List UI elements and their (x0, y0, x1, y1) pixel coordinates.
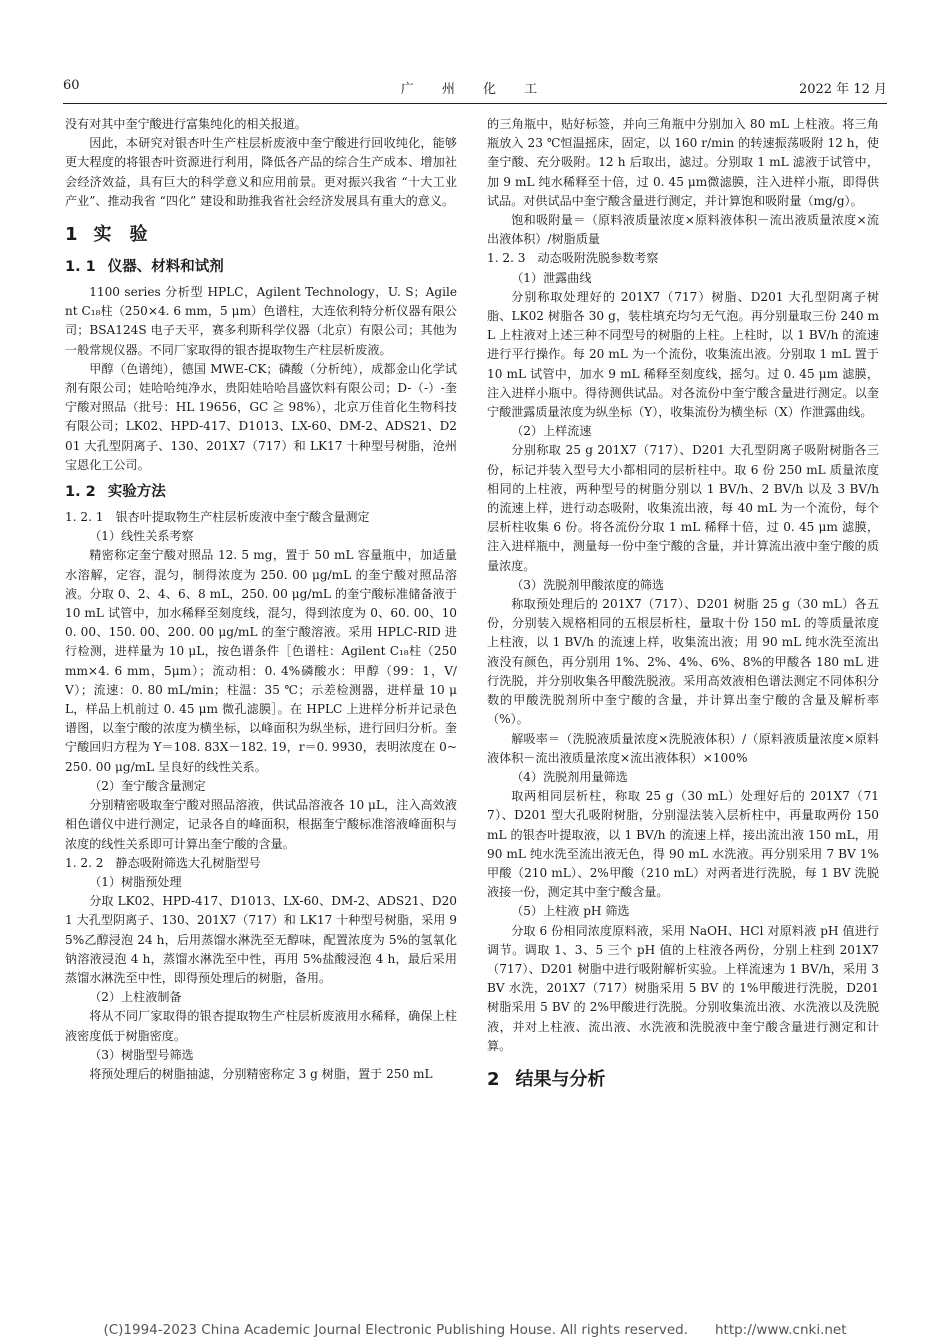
paragraph: 的三角瓶中，贴好标签，并向三角瓶中分别加入 80 mL 上柱液。将三角瓶放入 23 ℃恒温摇床，固定，以 160 r/min 的转速振荡吸附 12 h，使奎宁酸、充分吸附。12 h 后取出，滤过。分别取 1 mL 滤液于试管中，加 9 mL 纯水稀释至十倍，过 0. 45 μm微滤膜，注入进样小瓶，即得供试品。对供试品中奎宁酸含量进行测定，并计算饱和吸附量（mg/g）。 (487, 117, 879, 208)
formula-paragraph: 解吸率＝（洗脱液质量浓度×洗脱液体积）/（原料液质量浓度×原料液体积－流出液质量浓度×流出液体积）×100% (487, 731, 879, 765)
section-title: 实验方法 (107, 484, 166, 501)
section-title: 结果与分析 (515, 1068, 606, 1090)
paragraph: 1100 series 分析型 HPLC，Agilent Technology，U. S；Agilent C₁₈柱（250×4. 6 mm，5 μm）色谱柱，大连依利特分析仪器有限公司；BSA124S 电子天平，赛多利斯科学仪器（北京）有限公司；其他为一般常规仪器。不同厂家取得的银杏提取物生产柱层析废液。 (65, 285, 457, 357)
sub-heading: （2）上样流速 (511, 424, 592, 439)
paragraph: 分别称取 25 g 201X7（717）、D201 大孔型阴离子吸附树脂各三份，标记并装入型号大小都相同的层析柱中。取 6 份 250 mL 质量浓度相同的上柱液，两种型号的树脂分别以 1 BV/h、2 BV/h 以及 3 BV/h 的流速上样，进行动态吸附，收集流出液，每 40 mL 为一个流份，每个层析柱收集 6 份。将各流份分取 1 mL 稀释十倍，过 0. 45 μm 滤膜，注入进样瓶中，测量每一份中奎宁酸的含量，并计算流出液中奎宁酸的质量浓度。 (487, 443, 879, 573)
header-rule (63, 103, 887, 104)
copyright-footer: (C)1994-2023 China Academic Journal Electronic Publishing House. All rights reserved. http://www.cnki.net (103, 1322, 847, 1338)
left-column (65, 115, 457, 1084)
sub-heading: （1）线性关系考察 (89, 529, 194, 544)
sub-heading: （1）泄露曲线 (511, 270, 592, 285)
paragraph: 因此，本研究对银杏叶生产柱层析废液中奎宁酸进行回收纯化，能够更大程度的将银杏叶资源进行利用，降低各产品的综合生产成本、增加社会经济效益，具有巨大的科学意义和应用前景。更对振兴我省 “十大工业产业”、推动我省 “四化” 建设和助推我省社会经济发展具有重大的意义。 (65, 136, 457, 208)
sub-heading: （3）树脂型号筛选 (89, 1047, 194, 1062)
subsection-heading: 1. 2. 1 银杏叶提取物生产柱层析废液中奎宁酸含量测定 (65, 510, 370, 525)
page-number: 60 (63, 78, 80, 93)
section-number: 1. 2 (65, 484, 96, 501)
section-title: 仪器、材料和试剂 (107, 259, 224, 276)
journal-title: 广 州 化 工 (400, 82, 550, 97)
section-heading-2 (487, 1068, 879, 1092)
paragraph: 没有对其中奎宁酸进行富集纯化的相关报道。 (65, 117, 307, 131)
paragraph: 将从不同厂家取得的银杏提取物生产柱层析废液用水稀释，确保上柱液密度低于树脂密度。 (65, 1009, 457, 1043)
paragraph: 分别精密吸取奎宁酸对照品溶液，供试品溶液各 10 μL，注入高效液相色谱仪中进行测定，记录各自的峰面积，根据奎宁酸标准溶液峰面积与浓度的线性关系即可计算出奎宁酸的含量。 (65, 798, 457, 851)
issue-date: 2022 年 12 月 (798, 82, 887, 97)
running-header (63, 78, 887, 98)
paragraph: 分取 6 份相同浓度原料液，采用 NaOH、HCl 对原料液 pH 值进行调节。调取 1、3、5 三个 pH 值的上柱液各两份，分别上柱到 201X7（717）、D201 树脂中进行吸附解析实验。上样流速为 1 BV/h，采用 3 BV 水洗，201X7（717）树脂采用 5 BV 的 1%甲酸进行洗脱，D201 树脂采用 5 BV 的 2%甲酸进行洗脱。分别收集流出液、水洗液以及洗脱液，并对上柱液、流出液、水洗液和洗脱液中奎宁酸含量进行测定和计算。 (487, 923, 879, 1053)
paragraph: 将预处理后的树脂抽滤，分别精密称定 3 g 树脂，置于 250 mL (89, 1066, 433, 1081)
sub-heading: （5）上柱液 pH 筛选 (511, 904, 630, 919)
paragraph: 称取预处理后的 201X7（717）、D201 树脂 25 g（30 mL）各五份，分别装入规格相同的五根层析柱，量取十份 150 mL 的等质量浓度上柱液，以 1 BV/h 的流速上样，收集流出液；用 90 mL 纯水洗至流出液没有颜色，再分别用 1%、2%、4%、6%、8%的甲酸各 180 mL 进行洗脱，并分别收集各甲酸洗脱液。采用高效液相色谱法测定不同体积分数的甲酸洗脱剂所中奎宁酸的含量，并计算出奎宁酸的含量及解析率（%）。 (487, 597, 879, 727)
subsection-heading: 1. 2. 3 动态吸附洗脱参数考察 (487, 251, 659, 266)
paragraph: 精密称定奎宁酸对照品 12. 5 mg，置于 50 mL 容量瓶中，加适量水溶解，定容，混匀，制得浓度为 250. 00 μg/mL 的奎宁酸对照品溶液。分取 0、2、4、6、8 mL，250. 00 μg/mL 的奎宁酸标准储备液于 10 mL 试管中，加水稀释至刻度线，混匀，得到浓度为 0、60. 00、100. 00、150. 00、200. 00 μg/mL 的奎宁酸溶液。采用 HPLC-RID 进行检测，进样量为 10 μL，按色谱条件［色谱柱：Agilent C₁₈柱（250 mm×4. 6 mm，5μm）；流动相：0. 4%磷酸水：甲醇（99：1，V/V）；流速：0. 80 mL/min；柱温：35 ℃；示差检测器，进样量 10 μL，样品上机前过 0. 45 μm 微孔滤膜］。在 HPLC 上进样分析并记录色谱图，以奎宁酸的浓度为横坐标，以峰面积为纵坐标，进行回归分析。奎宁酸回归方程为 Y＝108. 83X－182. 19，r＝0. 9930，表明浓度在 0~250. 00 μg/mL 呈良好的线性关系。 (65, 548, 457, 774)
paragraph: 取两相同层析柱，称取 25 g（30 mL）处理好后的 201X7（717）、D201 型大孔吸附树脂，分别湿法装入层析柱中，再量取两份 150 mL 的银杏叶提取液，以 1 BV/h 的流速上样，接出流出液 150 mL，用 90 mL 纯水洗至流出液无色，得 90 mL 水洗液。再分别采用 7 BV 1%甲酸（210 mL）、2%甲酸（210 mL）对两者进行洗脱，每 1 BV 洗脱液接一份，测定其中奎宁酸含量。 (487, 789, 879, 900)
section-number: 1 (65, 224, 78, 246)
paragraph: 分取 LK02、HPD-417、D1013、LX-60、DM-2、ADS21、D201 大孔型阴离子、130、201X7（717）和 LK17 十种型号树脂，采用 95%乙醇浸泡 24 h，后用蒸馏水淋洗至无醇味，配置浓度为 5%的氢氧化钠溶液浸泡 4 h，蒸馏水淋洗至中性，再用 5%盐酸浸泡 4 h，最后采用蒸馏水淋洗至中性，即得预处理后的树脂，备用。 (65, 894, 457, 985)
sub-heading: （4）洗脱剂用量筛选 (511, 769, 628, 784)
section-heading-1 (65, 223, 457, 247)
section-number: 2 (487, 1068, 500, 1090)
section-number: 1. 1 (65, 259, 96, 276)
sub-heading: （2）奎宁酸含量测定 (89, 778, 206, 793)
sub-heading: （2）上柱液制备 (89, 990, 182, 1005)
subsection-heading: 1. 2. 2 静态吸附筛选大孔树脂型号 (65, 855, 261, 870)
paragraph: 甲醇（色谱纯），德国 MWE-CK；磷酸（分析纯），成都金山化学试剂有限公司；娃哈哈纯净水，贵阳娃哈哈昌盛饮料有限公司；D-（-）-奎宁酸对照品（批号：HL 19656，GC ≧ 98%），北京万佳首化生物科技有限公司；LK02、HPD-417、D1013、LX-60、DM-2、ADS21、D201 大孔型阴离子、130、201X7（717）和 LK17 十种型号树脂，沧州宝恩化工公司。 (65, 361, 457, 472)
sub-heading: （3）洗脱剂甲酸浓度的筛选 (511, 577, 665, 592)
sub-heading: （1）树脂预处理 (89, 874, 182, 889)
formula-paragraph: 饱和吸附量＝（原料液质量浓度×原料液体积－流出液质量浓度×流出液体积）/树脂质量 (487, 213, 879, 247)
paragraph: 分别称取处理好的 201X7（717）树脂、D201 大孔型阴离子树脂、LK02 树脂各 30 g，装柱填充均匀无气泡。再分别量取三份 240 mL 上柱液对上述三种不同型号的树脂的上柱。上柱时，以 1 BV/h 的流速进行平行操作。每 20 mL 为一个流份，收集流出液。分别取 1 mL 置于 10 mL 试管中，加水 9 mL 稀释至刻度线，摇匀。过 0. 45 μm 滤膜，注入进样小瓶中。得待测供试品。对各流份中奎宁酸含量进行测定。以奎宁酸泄露质量浓度为纵坐标（Y），收集流份为横坐标（X）作泄露曲线。 (487, 289, 879, 420)
section-title: 实 验 (93, 224, 148, 246)
right-column (487, 115, 879, 1102)
section-heading-1-1 (65, 257, 457, 277)
section-heading-1-2 (65, 482, 457, 502)
